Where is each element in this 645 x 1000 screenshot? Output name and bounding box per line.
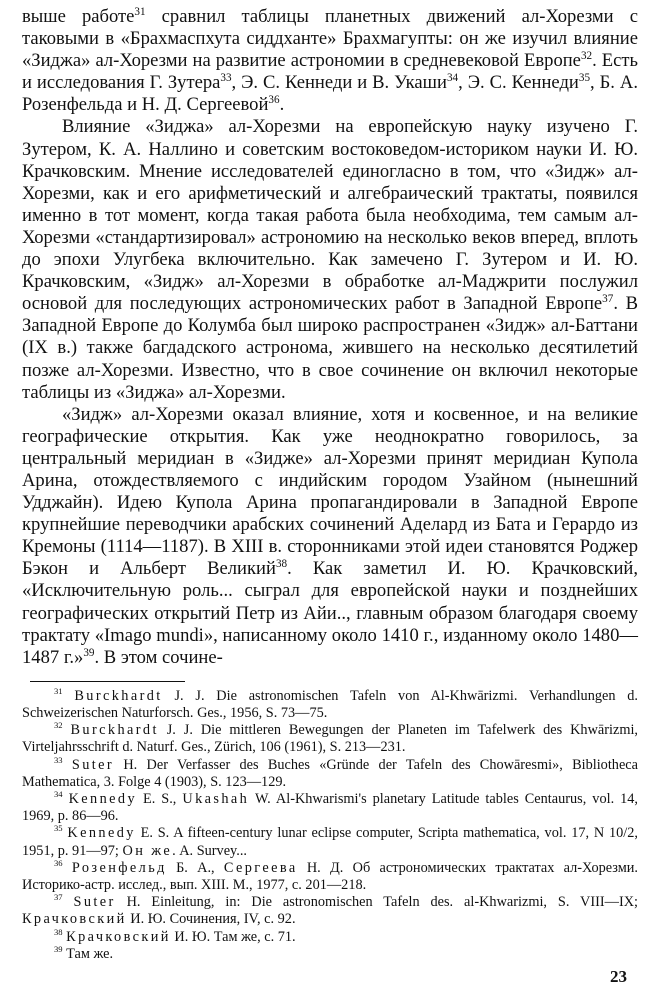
author-name: Он же xyxy=(122,842,173,859)
text-run: E. S., xyxy=(137,791,183,808)
text-run xyxy=(63,894,74,910)
footnote xyxy=(22,825,638,859)
text-run: , Э. С. Кеннеди xyxy=(458,72,579,94)
footnote xyxy=(22,926,638,946)
text-run xyxy=(63,860,72,876)
text-run xyxy=(63,722,71,738)
text-run: . В Западной Европе до Колумба был широко распространен «Зидж» ал-Баттани (IX в.) также багдадского астронома, жившего на несколько десятилетий позже ал-Хорезми. Известно, что в свое сочинение он включил некоторые таблицы из «Зиджа» ал-Хорезми. xyxy=(22,293,639,403)
footnote-ref: 36 xyxy=(54,858,63,869)
author-name: Крачковский xyxy=(66,928,171,945)
text-run: И. Ю. Сочинения, IV, с. 92. xyxy=(126,911,296,928)
author-name: Розенфельд xyxy=(71,859,167,876)
footnote-divider xyxy=(30,681,185,682)
text-run: Б. А., xyxy=(166,859,224,876)
text-run: J. J. Die astronomischen Tafeln von Al-Khwārizmi. Verhandlungen d. Schweizerischen Naturforsch. Ges., 1956, S. 73—75. xyxy=(22,687,638,722)
footnote-ref: 32 xyxy=(54,720,63,731)
text-run: . A. Survey... xyxy=(172,842,247,859)
footnote xyxy=(22,688,638,722)
author-name: Сергеева xyxy=(223,859,298,876)
text-run: Н. Д. Об астрономических трактатах ал-Хорезми. Историко-астр. исслед., вып. XIII. М., 1977, с. 201—218. xyxy=(22,859,638,894)
footnote xyxy=(22,894,638,928)
footnote xyxy=(22,791,638,825)
footnote xyxy=(22,946,638,963)
text-run: . xyxy=(279,94,285,116)
author-name: Kennedy xyxy=(68,791,137,808)
footnotes xyxy=(22,688,638,963)
footnote-ref: 38 xyxy=(54,926,63,937)
text-run: E. S. A fifteen-century lunar eclipse computer, Scripta mathematica, vol. 17, N 10/2, 1951, p. 91—97; xyxy=(22,825,638,859)
author-name: Suter xyxy=(71,756,115,773)
text-run: . В этом сочине- xyxy=(94,646,223,668)
main-text xyxy=(22,6,638,669)
author-name: Burckhardt xyxy=(74,687,163,704)
footnote-ref: 31 xyxy=(134,5,146,18)
text-run: . Как заметил И. Ю. Крачковский, «Исключительную роль... сыграл для европейской науки и позднейших географических открытий Петр из Айи.., главным образом благодаря своему трактату «Imago mundi», написанному около 1410 г., изданному около 1480—1487 г.» xyxy=(22,558,639,668)
author-name: Burckhardt xyxy=(70,722,159,739)
footnote-ref: 33 xyxy=(54,754,63,765)
author-name: Крачковский xyxy=(22,911,127,928)
footnote-ref: 34 xyxy=(54,789,63,800)
footnote-ref: 35 xyxy=(54,823,63,834)
page-number: 23 xyxy=(610,967,627,986)
text-run: H. Der Verfasser des Buches «Gründe der Tafeln des Chowāresmi», Bibliotheca Mathematica, 3. Folge 4 (1903), S. 123—129. xyxy=(22,756,638,790)
author-name: Kennedy xyxy=(67,825,136,842)
text-run: J. J. Die mittleren Bewegungen der Planeten im Tafelwerk des Khwārizmi, Virteljahrsschrift d. Naturf. Ges., Zürich, 106 (1961), S. 213—231. xyxy=(22,722,638,756)
footnote-ref: 35 xyxy=(578,72,591,85)
footnote-ref: 37 xyxy=(602,293,614,306)
footnote-ref: 39 xyxy=(83,646,95,659)
text-run: «Зидж» ал-Хорезми оказал влияние, хотя и косвенное, и на великие географические открытия. Как уже неоднократно говорилось, за центральный меридиан в «Зидже» ал-Хорезми принят меридиан Купола Арина, отождествляемого с индийским городом Узайном (нынешний Удджайн). Идею Купола Арина пропагандировали в Западной Европе крупнейшие переводчики арабских сочинений Аделард из Бата и Герардо из Кремоны (1114—1187). В XIII в. сторонниками этой идеи становятся Роджер Бэкон и Альберт Великий xyxy=(22,403,638,580)
text-run: H. Einleitung, in: Die astronomischen Tafeln des. al-Khwarizmi, S. VIII—IX; xyxy=(115,894,639,911)
text-run: , Э. С. Кеннеди и В. Укаши xyxy=(231,72,447,94)
footnote-ref: 31 xyxy=(54,686,63,697)
text-run: W. Al-Khwarismi's planetary Latitude tables Centaurus, vol. 14, 1969, p. 86—96. xyxy=(22,791,639,825)
footnote-ref: 36 xyxy=(268,94,280,107)
footnote-ref: 32 xyxy=(580,50,593,62)
text-run: Там же. xyxy=(62,945,114,962)
footnote xyxy=(22,860,638,894)
text-run xyxy=(63,688,75,704)
footnote-ref: 37 xyxy=(54,892,63,903)
book-page xyxy=(22,6,638,963)
author-name: Ukashah xyxy=(182,791,250,808)
text-run: Влияние «Зиджа» ал-Хорезми на европейскую науку изучено Г. Зутером, К. А. Наллино и советским востоковедом-историком науки И. Ю. Крачковским. Мнение исследователей единогласно в том, что «Зидж» ал-Хорезми, как и его арифметический и алгебраический трактаты, появился именно в тот момент, когда такая работа была необходима, тем самым ал-Хорезми «стандартизировал» астрономию на несколько веков вперед, вплоть до эпохи Улугбека включительно. Как замечено Г. Зутером и И. Ю. Крачковским, «Зидж» ал-Хорезми в обработке ал-Маджрити послужил основой для последующих астрономических работ в Западной Европе xyxy=(22,116,638,315)
text-run: сравнил таблицы планетных движений ал-Хорезми с таковыми в «Брахмаспхута сиддханте» Брахмагупты: он же изучил влияние «Зиджа» ал-Хорезми на развитие астрономии в средневековой Европе xyxy=(22,6,638,72)
paragraph xyxy=(22,6,638,116)
footnote-ref: 38 xyxy=(275,558,288,571)
footnote-ref: 34 xyxy=(446,72,459,85)
footnote xyxy=(22,754,638,791)
text-run: , Б. А. Розенфельда и Н. Д. Сергеевой xyxy=(22,72,638,116)
footnote xyxy=(22,722,638,756)
text-run: . Есть и исследования Г. Зутера xyxy=(22,50,639,94)
text-run: выше работе xyxy=(22,6,135,27)
footnote-ref: 39 xyxy=(54,944,63,955)
paragraph xyxy=(22,404,638,669)
footnote-ref: 33 xyxy=(220,72,232,85)
author-name: Suter xyxy=(73,894,116,911)
text-run: И. Ю. Там же, с. 71. xyxy=(170,928,296,945)
text-run xyxy=(63,757,72,773)
paragraph xyxy=(22,116,638,403)
